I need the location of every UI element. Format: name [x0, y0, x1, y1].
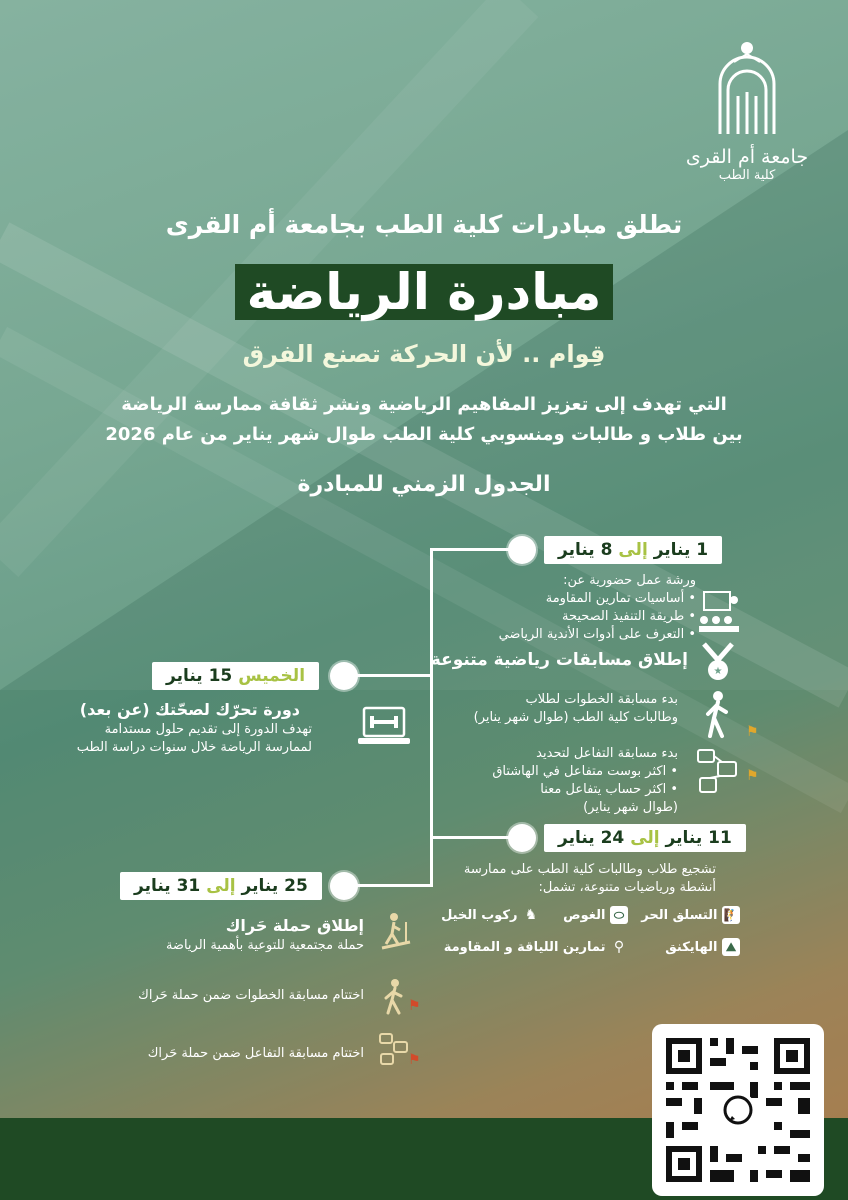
- flag-icon: ⚑: [408, 1052, 421, 1068]
- workshop-item-text: التعرف على أدوات الأندية الرياضي: [498, 627, 685, 642]
- header-slogan: قِوام .. لأن الحركة تصنع الفرق: [242, 340, 606, 368]
- timeline-dot-r2: [508, 824, 536, 852]
- workshop-item: • التعرف على أدوات الأندية الرياضي: [498, 627, 696, 642]
- title-wrapper: [0, 264, 848, 320]
- presentation-icon: [696, 590, 742, 637]
- flag-icon: ⚑: [746, 724, 759, 740]
- walking-icon: [382, 978, 408, 1019]
- timeline-connector-l2: [352, 884, 432, 887]
- logo-emblem-icon: [672, 34, 822, 144]
- date-start: 11 يناير: [665, 828, 732, 848]
- activities-intro-1: تشجيع طلاب وطالبات كلية الطب على ممارسة: [463, 862, 716, 877]
- date-start: 25 يناير: [241, 876, 308, 896]
- course-title: دورة تحرّك لصحّتك (عن بعد): [79, 700, 300, 719]
- walking-icon: [702, 690, 734, 743]
- flag-icon: ⚑: [408, 998, 421, 1014]
- date-end: 24 يناير: [558, 828, 625, 848]
- interaction-competition-4: (طوال شهر يناير): [583, 800, 678, 815]
- diving-mask-icon: ⬭: [610, 906, 628, 924]
- activity-label: التسلق الحر: [641, 908, 718, 923]
- date-start: 1 يناير: [653, 540, 709, 560]
- timeline-dot-l1: [330, 662, 358, 690]
- header-description-1: التي تهدف إلى تعزيز المفاهيم الرياضية ونشر ثقافة ممارسة الرياضة: [121, 394, 727, 415]
- timeline-vertical-lower: [430, 836, 433, 887]
- date-badge-r2: [544, 824, 746, 852]
- interaction-competition-3: • اكثر حساب يتفاعل معنا: [540, 782, 678, 797]
- date-badge-r1: [544, 536, 722, 564]
- social-interaction-icon: [696, 748, 740, 799]
- interaction-competition-1: بدء مسابقة التفاعل لتحديد: [536, 746, 678, 761]
- activity-item: [665, 938, 740, 956]
- workshop-item: • أساسيات تمارين المقاومة: [545, 591, 696, 606]
- medal-icon: [700, 642, 736, 685]
- activity-label: تمارين اللياقة و المقاومة: [443, 940, 606, 955]
- qr-code[interactable]: [652, 1024, 824, 1196]
- interaction-competition-2: • اكثر بوست متفاعل في الهاشتاق: [492, 764, 678, 779]
- date: 15 يناير: [166, 666, 233, 686]
- date-badge-l1: [152, 662, 319, 690]
- cycling-icon: ⚲: [613, 939, 625, 955]
- svg-text:★: ★: [713, 666, 723, 677]
- activities-intro-2: أنشطة ورياضيات متنوعة، تشمل:: [538, 880, 716, 895]
- activity-item: [441, 906, 540, 924]
- steps-competition-1: بدء مسابقة الخطوات لطلاب: [525, 692, 678, 707]
- interaction-competition-end: اختتام مسابقة التفاعل ضمن حملة حَراك: [147, 1046, 364, 1061]
- date-separator: إلى: [206, 876, 236, 896]
- flag-icon: ⚑: [746, 768, 759, 784]
- campaign-title: إطلاق حملة حَراك: [225, 916, 364, 935]
- horse-riding-icon: ♞: [524, 907, 538, 923]
- header-kicker: تطلق مبادرات كلية الطب بجامعة أم القرى: [165, 210, 683, 239]
- logo-university-name: جامعة أم القرى: [685, 146, 809, 168]
- course-description-2: لممارسة الرياضة خلال سنوات دراسة الطب: [76, 740, 312, 755]
- treadmill-icon: [380, 912, 412, 955]
- hiking-icon: ⛰: [722, 938, 740, 956]
- activity-item: [641, 906, 740, 924]
- timeline-connector-l1: [352, 674, 432, 677]
- workshop-title: ورشة عمل حضورية عن:: [563, 573, 696, 588]
- activity-item: [444, 938, 628, 956]
- timeline-dot-r1: [508, 536, 536, 564]
- workshop-item: • طريقة التنفيذ الصحيحة: [561, 609, 696, 624]
- activity-label: الغوص: [563, 908, 606, 923]
- course-description-1: تهدف الدورة إلى تقديم حلول مستدامة: [104, 722, 312, 737]
- date-badge-l2: [120, 872, 322, 900]
- logo-faculty-name: كلية الطب: [718, 168, 776, 183]
- timeline-dot-l2: [330, 872, 358, 900]
- activity-label: ركوب الخيل: [441, 908, 518, 923]
- qr-code-icon: [652, 1024, 824, 1196]
- schedule-title: الجدول الزمني للمبادرة: [297, 472, 551, 497]
- date-end: 31 يناير: [134, 876, 201, 896]
- social-interaction-icon: [378, 1032, 410, 1071]
- activity-item: [563, 906, 628, 924]
- page-title: مبادرة الرياضة: [235, 264, 614, 320]
- timeline-vertical-line: [430, 548, 433, 838]
- date-separator: إلى: [630, 828, 660, 848]
- date-separator: إلى: [618, 540, 648, 560]
- timeline-connector-r1: [430, 548, 520, 551]
- campaign-description: حملة مجتمعية للتوعية بأهمية الرياضة: [165, 938, 364, 953]
- steps-competition-end: اختتام مسابقة الخطوات ضمن حملة حَراك: [138, 988, 364, 1003]
- university-logo: [672, 34, 822, 184]
- climbing-icon: 🧗: [723, 908, 739, 922]
- header-description-2: بين طلاب و طالبات ومنسوبي كلية الطب طوال شهر يناير من عام 2026: [105, 424, 743, 445]
- date-end: 8 يناير: [558, 540, 613, 560]
- workshop-item-text: أساسيات تمارين المقاومة: [545, 591, 685, 606]
- workshop-item-text: طريقة التنفيذ الصحيحة: [561, 609, 685, 624]
- activity-label: الهايكنق: [665, 940, 718, 955]
- steps-competition-2: وطالبات كلية الطب (طوال شهر يناير): [473, 710, 678, 725]
- timeline-connector-r2: [430, 836, 520, 839]
- date-day: الخميس: [238, 666, 306, 686]
- laptop-dumbbell-icon: [356, 706, 412, 753]
- competitions-launch: إطلاق مسابقات رياضية متنوعة: [430, 650, 688, 670]
